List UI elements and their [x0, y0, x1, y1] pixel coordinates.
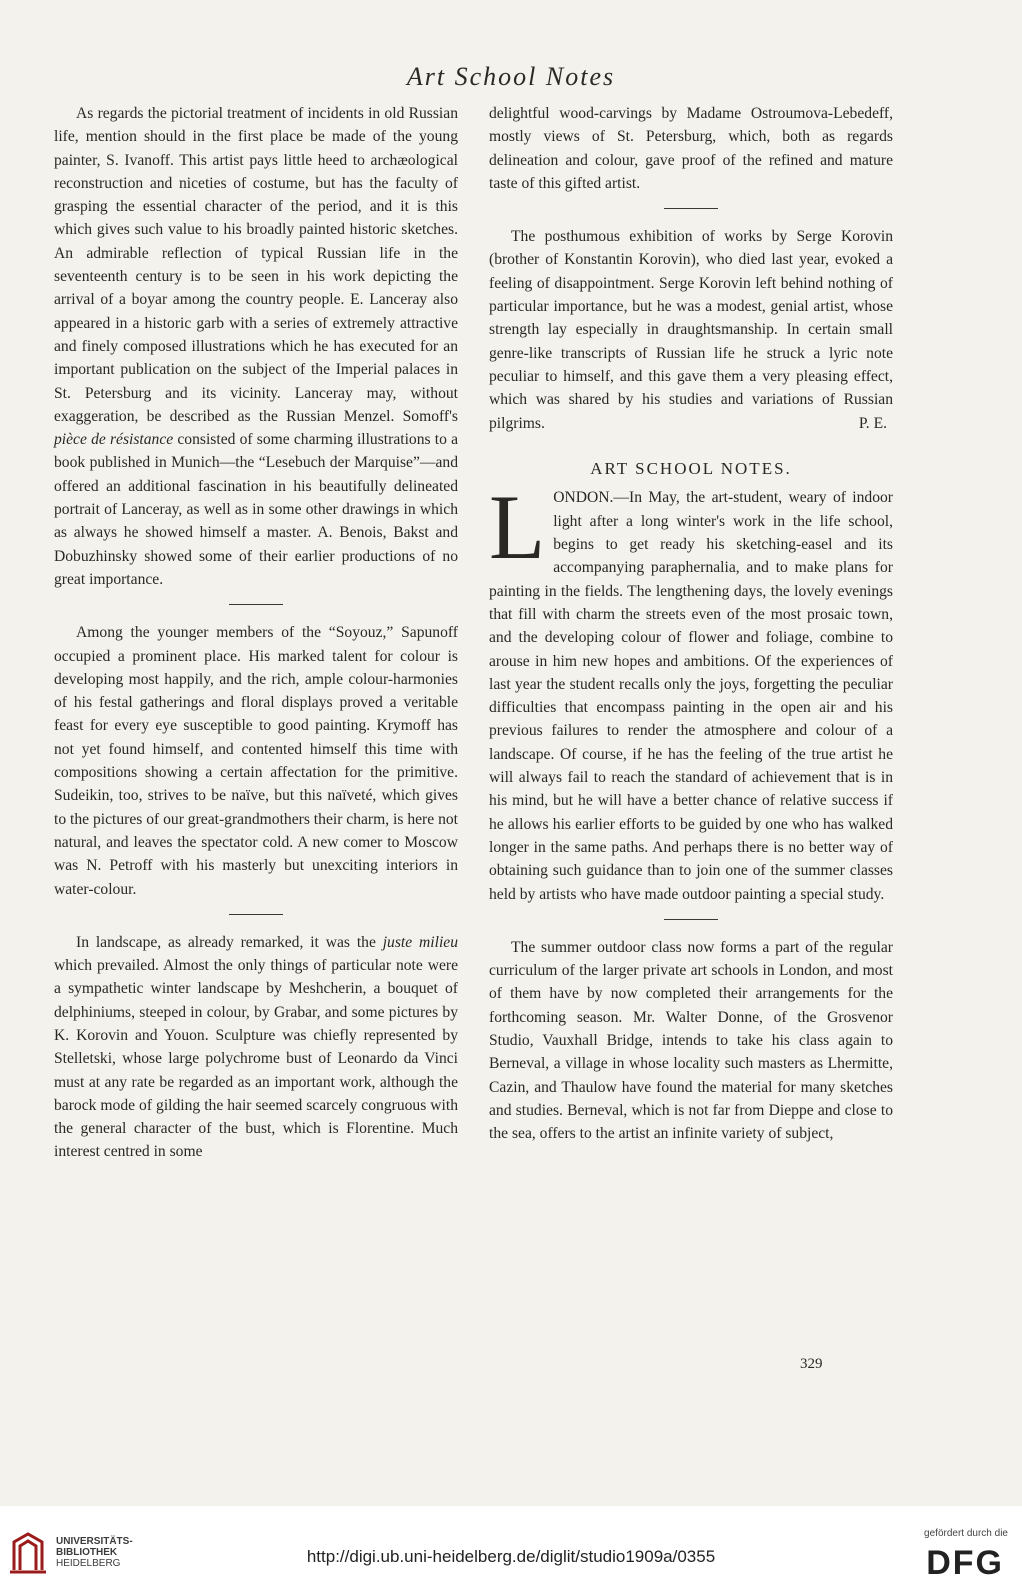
source-url-link[interactable]: http://digi.ub.uni-heidelberg.de/diglit/studio1909a/0355 [306, 1547, 716, 1566]
funding-note: gefördert durch die [924, 1528, 1008, 1539]
library-name: UNIVERSITÄTS- BIBLIOTHEK HEIDELBERG [56, 1536, 133, 1569]
paragraph: delightful wood-carvings by Madame Ostroumova-Lebedeff, mostly views of St. Petersburg, which, both as regards delineation and colour, gave proof of the refined and mature taste of this gifted artist. [489, 105, 893, 192]
author-signature: P. E. [858, 414, 887, 432]
section-divider [229, 604, 283, 605]
section-divider [664, 208, 718, 209]
left-column [54, 102, 458, 1164]
drop-cap: L [489, 476, 546, 579]
footer-bar [0, 1506, 1022, 1593]
paragraph: The posthumous exhibition of works by Serge Korovin (brother of Konstantin Korovin), who died last year, evoked a feeling of disappointment. Serge Korovin left behind nothing of particular importance, but he was a modest, genial artist, whose strength lay especially in draughtsmanship. In certain small genre-like transcripts of Russian life he struck a lyric note peculiar to himself, and this gave them a very pleasing effect, which was shared by his studies and variations of Russian pilgrims. [489, 228, 893, 432]
page-number: 329 [800, 1356, 823, 1372]
paragraph: In landscape, as already remarked, it was the juste milieu which prevailed. Almost the only things of particular note were a sympathetic winter landscape by Meshcherin, a bouquet of delphiniums, steeped in colour, by Grabar, and some pictures by K. Korovin and Youon. Sculpture was chiefly represented by Stelletski, whose large polychrome bust of Leonardo da Vinci must at any rate be regarded as an important work, although the barock mode of gilding the hair seemed scarcely congruous with the general character of the bust, which is Florentine. Much interest centred in some [54, 933, 458, 1161]
paragraph: As regards the pictorial treatment of incidents in old Russian life, mention should in the first place be made of the young painter, S. Ivanoff. This artist pays little heed to archæological reconstruction and niceties of costume, but has the faculty of grasping the essential character of the period, and it is this which gives such value to his broadly painted historic sketches. An admirable reflection of typical Russian life in the seventeenth century is to be seen in his work depicting the arrival of a boyar among the country people. E. Lanceray also appeared in a historic garb with a series of extremely attractive and finely composed illustrations which he has executed for an important publication on the subject of the Imperial palaces in St. Petersburg and its vicinity. Lanceray may, without exaggeration, be described as the Russian Menzel. Somoff's pièce de résistance consisted of some charming illustrations to a book published in Munich—the “Lesebuch der Marquise”—and offered an additional fascination in his beautifully delineated portrait of Lanceray, as well as in some other drawings in which as always he showed himself a master. A. Benois, Bakst and Dobuzhinsky showed some of their earlier productions of no great importance. [54, 105, 458, 588]
paragraph: Among the younger members of the “Soyouz,” Sapunoff occupied a prominent place. His marked talent for colour is developing most happily, and the rich, ample colour-harmonies of his festal gatherings and floral displays proved a veritable feast for every eye susceptible to good painting. Krymoff has not yet found himself, and contented himself this time with compositions showing a certain affectation for the primitive. Sudeikin, too, strives to be naïve, but this naïveté, which gives to the pictures of our great-grandmothers their charm, is here not natural, and leaves the spectator cold. A new comer to Moscow was N. Petroff with his masterly but unexciting interiors in water-colour. [54, 624, 458, 898]
section-divider [229, 914, 283, 915]
section-divider [664, 919, 718, 920]
paragraph: The summer outdoor class now forms a part of the regular curriculum of the larger private art schools in London, and most of them have by now completed their arrangements for the forthcoming season. Mr. Walter Donne, of the Grosvenor Studio, Vauxhall Bridge, intends to take his class again to Berneval, a village in whose locality such masters as Lhermitte, Cazin, and Thaulow have found the material for many sketches and studies. Berneval, which is not far from Dieppe and close to the sea, offers to the artist an infinite variety of subject, [489, 938, 893, 1143]
right-column [489, 102, 893, 1145]
dfg-logo: DFG [926, 1544, 1004, 1582]
section-heading: ART SCHOOL NOTES. [590, 459, 792, 479]
paragraph: LONDON.—In May, the art-student, weary of indoor light after a long winter's work in the life school, begins to get ready his sketching-easel and its accompanying paraphernalia, and to make plans for painting in the fields. The lengthening days, the lovely evenings that fill with charm the streets even of the most prosaic town, and the developing colour of flower and foliage, combine to arouse in him new hopes and ambitions. Of the experiences of last year the student recalls only the joys, forgetting the peculiar difficulties that encompass painting in the open air and his previous failures to render the atmosphere and colour of a landscape. Of course, if he has the feeling of the true artist he will always fail to reach the standard of achievement that is in his mind, but he will have a better chance of relative success if he allows his earlier efforts to be guided by one who has walked longer in the same paths. And perhaps there is no better way of obtaining such guidance than to join one of the summer classes held by artists who have made outdoor painting a special study. [489, 476, 893, 903]
running-title: Art School Notes [406, 62, 616, 91]
